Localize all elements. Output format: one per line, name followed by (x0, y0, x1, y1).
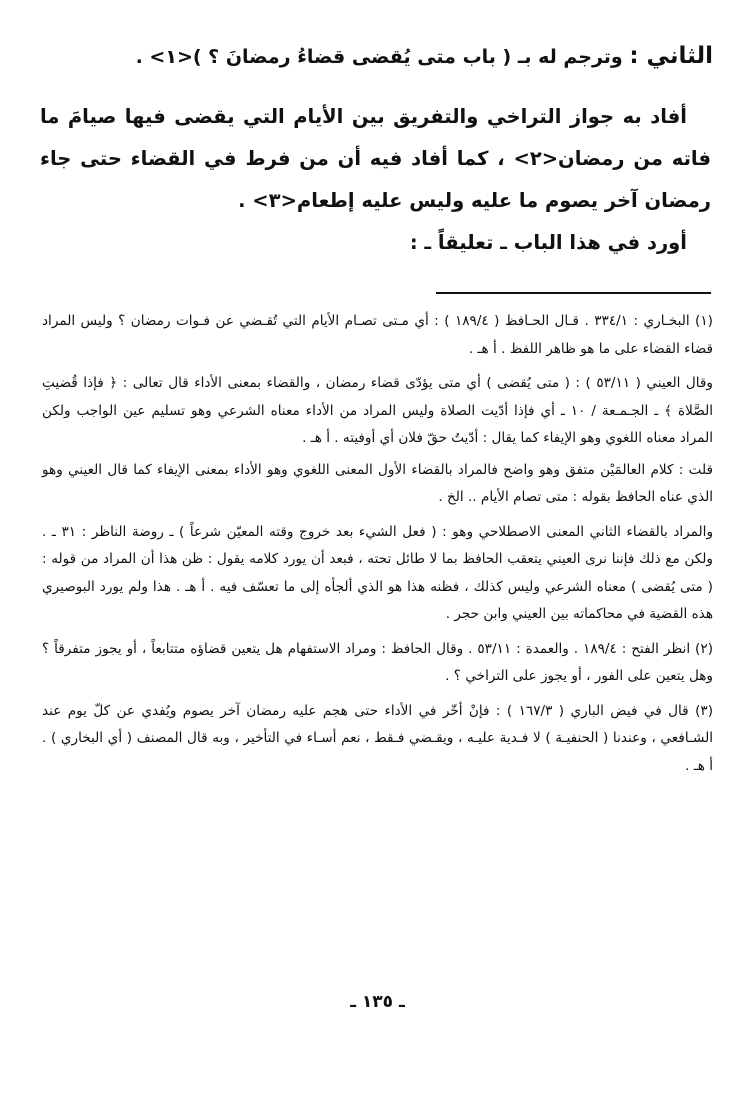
heading-lead: الثاني : (629, 43, 713, 69)
page-number: ـ ١٣٥ ـ (350, 992, 405, 1012)
footnote-1-continuation: قلت : كلام العالمَيْن متفق وهو واضح فالمراد بالقضاء الأول المعنى اللغوي وهو الأداء بمعنى الإيفاء كما قال العيني وهو الذي عناه الحافظ بقوله : متى تصام الأيام .. الخ . (42, 461, 713, 505)
footnote-1: (١) البخـاري : ٣٣٤/١ . قـال الحـافظ ( ١٨٩/٤ ) : أي مـتى تصـام الأيام التي تُقـضي عن فـوات رمضان ؟ وليس المراد قضاء القضاء على ما هو ظاهر اللفظ . أ هـ . (42, 313, 713, 357)
footnote-2: (٢) انظر الفتح : ١٨٩/٤ . والعمدة : ٥٣/١١ . وقال الحافظ : ومراد الاستفهام هل يتعين قضاؤه متتابعاً ، أو يجوز متفرقاً ؟ وهل يتعين على الفور ، أو يجوز على التراخي ؟ . (42, 640, 713, 684)
main-paragraph-intro: أورد في هذا الباب ـ تعليقاً ـ : (409, 231, 687, 254)
footnote-1-continuation: والمراد بالقضاء الثاني المعنى الاصطلاحي وهو : ( فعل الشيء بعد خروج وقته المعيّن شرعاً ) ـ روضة الناظر : ٣١ ـ . ولكن مع ذلك فإننا نرى العيني يتعقب الحافظ بما لا طائل تحته ، فبعد أن يورد كلامه يقول : ظن هذا أن المراد من قوله : ( متى يُقضى ) معناه الشرعي وليس كذلك ، فظنه هذا هو الذي ألجأه إلى ما تعسّف فيه . أ هـ . هذا ولم يورد البوصيري هذه القضية في محاكماته بين العيني وابن حجر . (42, 523, 714, 622)
section-heading (40, 38, 713, 75)
footnotes (42, 308, 713, 787)
main-body (40, 96, 711, 264)
heading-text: وترجم له بـ ( باب متى يُقضى قضاءُ رمضانَ ؟ )<١> . (135, 46, 623, 68)
footnote-1-continuation: وقال العيني ( ٥٣/١١ ) : ( متى يُقضى ) أي متى يؤدّى قضاء رمضان ، والقضاء بمعنى الأداء قال تعالى : ﴿ فإذا قُضيتِ الصَّلاة ﴾ ـ الجـمـعة / ١٠ ـ أي فإذا أدّيت الصلاة وليس المراد من الأداء معناه الشرعي وهو تسليم عين الواجب ولكن المراد معناه اللغوي وهو الإيفاء كما يقال : أدّيتُ حقّ فلان أي أوفيته . أ هـ . (42, 375, 713, 446)
main-paragraph: أفاد به جواز التراخي والتفريق بين الأيام التي يقضى فيها صيامَ ما فاته من رمضان<٢> ، كما أفاد فيه أن من فرط في القضاء حتى جاء رمضان آخر يصوم ما عليه وليس عليه إطعام<٣> . (40, 105, 711, 212)
footnote-3: (٣) قال في فيض الباري ( ١٦٧/٣ ) : فإنْ أخّر في الأداء حتى هجم عليه رمضان آخر يصوم ويُفدي عن كلّ يوم عند الشـافعي ، وعندنا ( الحنفيـة ) لا فـدية عليـه ، ويقـضي فـقط ، نعم أسـاء في التأخير ، وبه قال المصنف ( أي البخاري ) . أ هـ . (42, 702, 713, 774)
footnote-divider (436, 292, 711, 294)
